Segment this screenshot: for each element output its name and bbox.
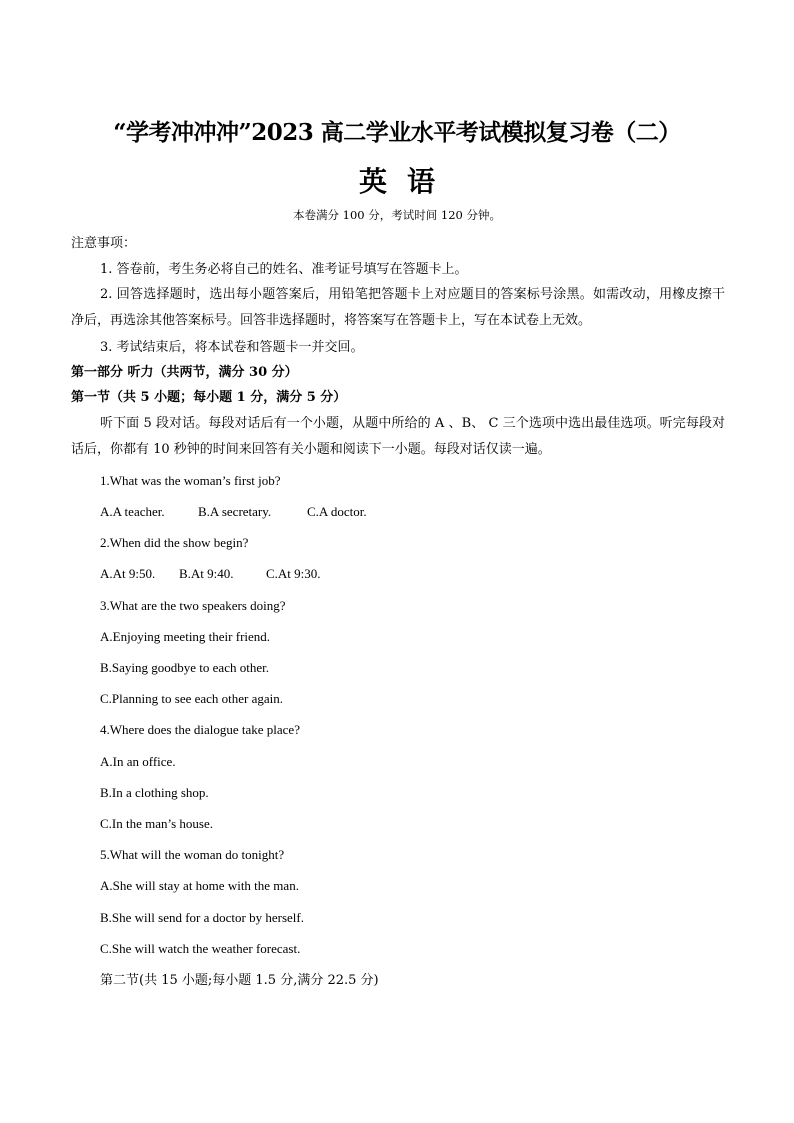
exam-meta: 本卷满分 100 分，考试时间 120 分钟。 xyxy=(292,208,502,222)
question-5-option-a: A.She will stay at home with the man. xyxy=(100,878,299,893)
question-5-option-b: B.She will send for a doctor by herself. xyxy=(100,910,304,925)
section1-heading: 第一节（共 5 小题；每小题 1 分，满分 5 分） xyxy=(71,390,347,405)
question-4-option-b: B.In a clothing shop. xyxy=(100,785,209,800)
question-4: 4.Where does the dialogue take place? xyxy=(100,722,300,737)
option: C.A doctor. xyxy=(307,504,367,519)
notice-item-3: 3. 考试结束后，将本试卷和答题卡一并交回。 xyxy=(100,340,364,355)
question-3: 3.What are the two speakers doing? xyxy=(100,598,286,613)
section1-instructions: 听下面 5 段对话。每段对话后有一个小题，从题中所给的 A 、B、 C 三个选项中选出最佳选项。听完每段对话后，你都有 10 秒钟的时间来回答有关小题和阅读下一小题。每段对话仅读一遍。 xyxy=(71,416,725,457)
notice-item-1: 1. 答卷前，考生务必将自己的姓名、准考证号填写在答题卡上。 xyxy=(100,262,468,277)
notice-heading: 注意事项： xyxy=(71,236,137,251)
question-1-options xyxy=(100,503,367,521)
option: C.At 9:30. xyxy=(266,566,321,581)
part1-heading: 第一部分 听力（共两节，满分 30 分） xyxy=(71,365,298,380)
question-3-option-b: B.Saying goodbye to each other. xyxy=(100,660,269,675)
option: B.A secretary. xyxy=(198,504,272,519)
section2-heading: 第二节(共 15 小题;每小题 1.5 分,满分 22.5 分) xyxy=(100,973,379,988)
question-3-option-a: A.Enjoying meeting their friend. xyxy=(100,629,271,644)
question-5: 5.What will the woman do tonight? xyxy=(100,847,285,862)
question-4-option-a: A.In an office. xyxy=(100,754,176,769)
question-2: 2.When did the show begin? xyxy=(100,535,249,550)
question-4-option-c: C.In the man’s house. xyxy=(100,816,214,831)
option: B.At 9:40. xyxy=(179,566,234,581)
page-title: “学考冲冲冲”2023 高二学业水平考试模拟复习卷（二） xyxy=(113,119,681,146)
question-2-options xyxy=(100,565,321,583)
subject-title: 英语 xyxy=(358,165,455,198)
question-1: 1.What was the woman’s first job? xyxy=(100,473,281,488)
question-3-option-c: C.Planning to see each other again. xyxy=(100,691,284,706)
question-5-option-c: C.She will watch the weather forecast. xyxy=(100,941,301,956)
notice-item-2: 2. 回答选择题时，选出每小题答案后，用铅笔把答题卡上对应题目的答案标号涂黑。如需改动，用橡皮擦干净后，再选涂其他答案标号。回答非选择题时，将答案写在答题卡上，写在本试卷上无效。 xyxy=(71,287,725,328)
option: A.At 9:50. xyxy=(100,566,156,581)
option: A.A teacher. xyxy=(100,504,165,519)
